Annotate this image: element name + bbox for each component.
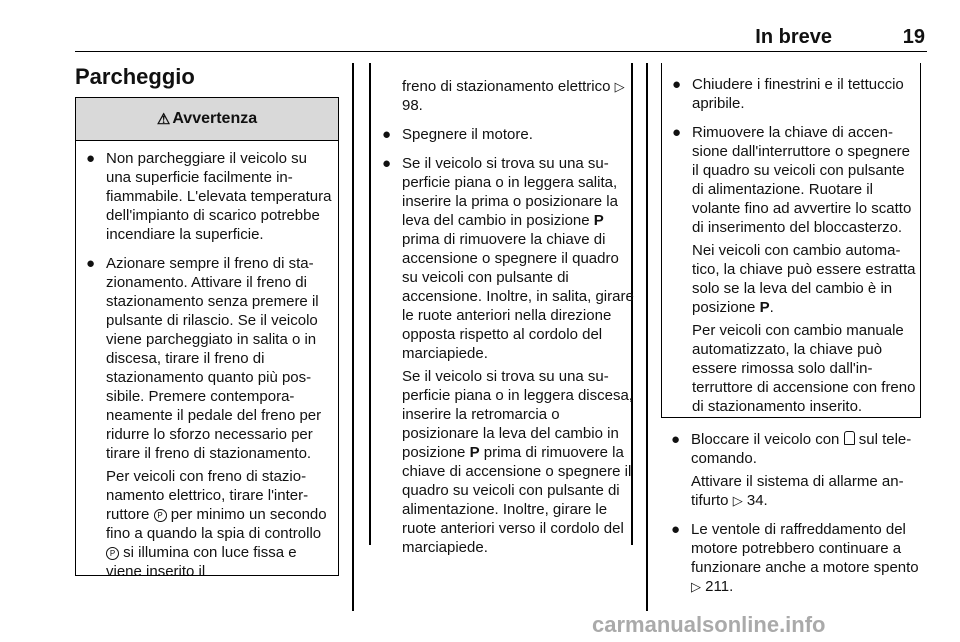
gear-position: P xyxy=(469,444,480,461)
parking-brake-icon: P xyxy=(154,509,167,522)
list-item xyxy=(669,430,927,468)
paragraph-text: Per veicoli con cambio manuale automatizzato, la chiave può essere rimossa solo dall'interruttore di accensione con freno di stazionamento inserito. xyxy=(692,322,916,415)
list-item xyxy=(670,75,916,113)
page-header xyxy=(75,12,927,52)
warning-box xyxy=(75,97,339,576)
list-item xyxy=(84,254,333,463)
list-item xyxy=(380,125,635,144)
paragraph xyxy=(380,77,635,115)
paragraph xyxy=(669,472,927,510)
paragraph xyxy=(84,467,333,576)
bullet-icon: ● xyxy=(671,521,681,538)
paragraph xyxy=(670,241,916,317)
bullet-icon: ● xyxy=(672,124,682,141)
list-item-text: Non parcheggiare il veicolo su una superficie facilmente infiammabile. L'elevata temperatura dell'impianto di scarico potrebbe incendiare la superficie. xyxy=(106,150,332,243)
bullet-icon: ● xyxy=(671,431,681,448)
paragraph xyxy=(670,321,916,416)
page-reference: 98. xyxy=(402,97,423,114)
bullet-icon: ● xyxy=(86,150,96,167)
column-divider xyxy=(352,63,354,611)
paragraph-text: si illumina con luce fissa e viene inserito il xyxy=(106,544,297,576)
warning-triangle-icon: ⚠ xyxy=(156,111,171,128)
reference-arrow-icon: ▷ xyxy=(614,79,625,94)
reference-arrow-icon: ▷ xyxy=(732,493,743,508)
paragraph-text: per minimo un secondo fino a quando la spia di controllo xyxy=(106,506,327,542)
list-item xyxy=(670,123,916,237)
paragraph-text: . xyxy=(769,299,774,316)
list-item-text: Le ventole di raffreddamento del motore potrebbero continuare a funzionare anche a motore spento xyxy=(691,521,919,576)
column-middle xyxy=(380,77,635,567)
column-divider xyxy=(646,63,648,611)
list-item-text: Azionare sempre il freno di stazionamento. Attivare il freno di stazionamento senza premere il pulsante di rilascio. Se il veicolo viene parcheggiato in salita o in discesa, tirare il freno di stazionamento quanto più possibile. Premere contemporaneamente il pedale del freno per ridurre lo sforzo necessario per tirare il freno di stazionamento. xyxy=(106,255,322,462)
list-item-text: Spegnere il motore. xyxy=(402,126,533,143)
box-content xyxy=(670,75,916,426)
gear-position: P xyxy=(759,299,770,316)
column-right xyxy=(669,430,927,606)
warning-body xyxy=(76,141,338,576)
list-item-text: Bloccare il veicolo con xyxy=(691,431,840,448)
bullet-icon: ● xyxy=(672,76,682,93)
paragraph-text: Se il veicolo si trova su una superficie piana o in leggera discesa, inserire la retromarcia o posizionare la leva del cambio in posizione xyxy=(402,368,633,461)
paragraph-text: Nei veicoli con cambio automatico, la chiave può essere estratta solo se la leva del cambio è in posizione xyxy=(692,242,916,316)
paragraph xyxy=(380,367,635,557)
list-item xyxy=(380,154,635,363)
column-divider xyxy=(369,63,371,545)
paragraph-text: Attivare il sistema di allarme antifurto xyxy=(691,473,904,509)
bullet-icon: ● xyxy=(382,155,392,172)
header-rule xyxy=(75,51,927,52)
bullet-icon: ● xyxy=(86,255,96,272)
list-item xyxy=(669,520,927,596)
warning-header xyxy=(76,97,338,141)
paragraph-text: freno di stazionamento elettrico xyxy=(402,78,611,95)
list-item xyxy=(84,149,333,244)
column-right-box xyxy=(661,63,921,418)
reference-arrow-icon: ▷ xyxy=(691,579,701,594)
section-title: Parcheggio xyxy=(75,64,195,89)
list-item-text: sul telecomando. xyxy=(691,431,912,467)
page-reference: 34. xyxy=(746,492,768,509)
list-item-text: Rimuovere la chiave di accensione dall'interruttore o spegnere il quadro su veicoli con pulsante di alimentazione. Ruotare il volante fino ad avvertire lo scatto di inserimento del bloccasterzo. xyxy=(692,124,912,236)
bullet-icon: ● xyxy=(382,126,392,143)
page-number: 19 xyxy=(902,26,925,48)
paragraph-text: prima di rimuovere la chiave di accensione o spegnere il quadro su veicoli con pulsante di alimentazione. Inoltre, girare le ruote anteriori verso il cordolo del marciapiede. xyxy=(402,444,632,556)
page-reference: 211. xyxy=(705,578,734,595)
warning-title: Avvertenza xyxy=(172,110,258,127)
gear-position: P xyxy=(593,212,604,229)
list-item-text: Se il veicolo si trova su una superficie piana o in leggera salita, inserire la prima o posizionare la leva del cambio in posizione xyxy=(402,155,618,229)
list-item-text: Chiudere i finestrini e il tettuccio apribile. xyxy=(692,76,904,112)
paragraph-text: Per veicoli con freno di stazionamento elettrico, tirare l'interruttore xyxy=(106,468,309,523)
lock-icon xyxy=(844,431,855,445)
list-item-text: prima di rimuovere la chiave di accensione o spegnere il quadro su veicoli con pulsante di accensione. Inoltre, in salita, girare le ruote anteriori nella direzione opposta rispetto al cordolo del marciapiede. xyxy=(402,231,634,362)
watermark-logo: carmanualsonline.info xyxy=(592,612,826,637)
chapter-title: In breve xyxy=(755,26,832,48)
parking-brake-icon: P xyxy=(106,547,119,560)
